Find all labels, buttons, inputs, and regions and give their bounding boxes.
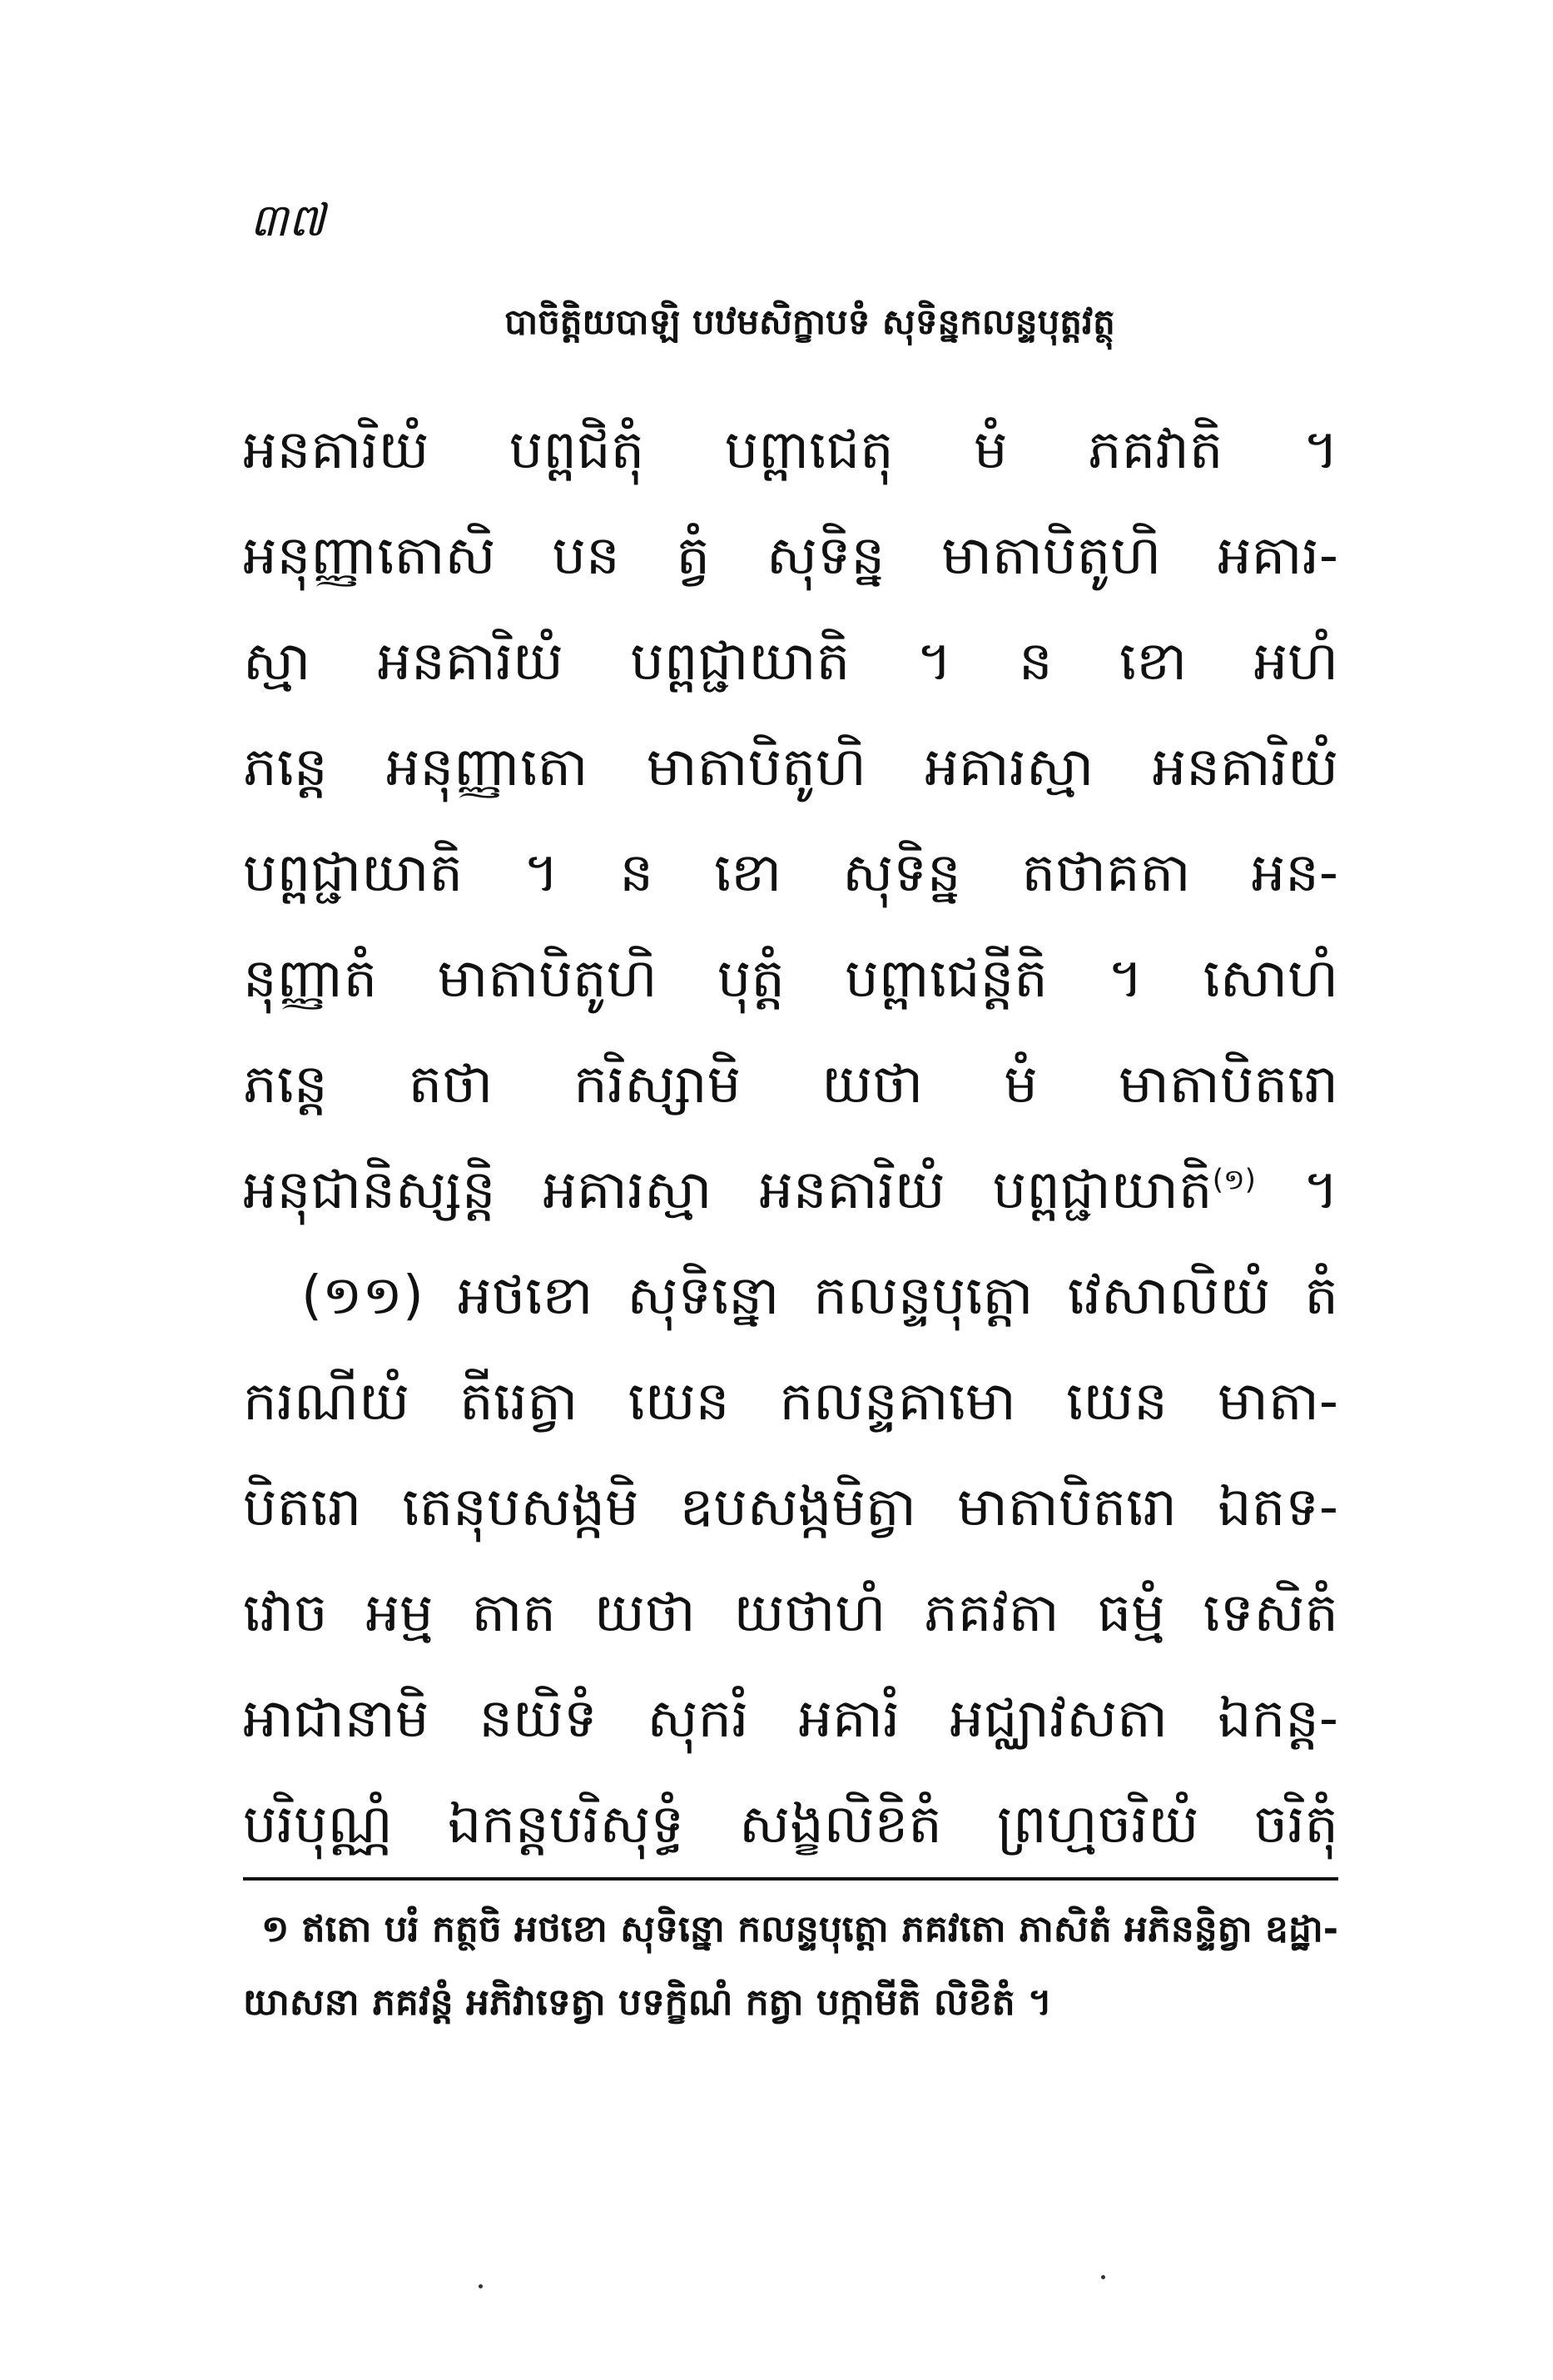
footnote-divider [243, 1877, 1338, 1881]
text-line-with-footnote-ref [243, 1138, 1338, 1244]
footnote-reference: (១) [1212, 1163, 1256, 1197]
text-line-content: អនុជានិស្សន្តិ អគារស្មា អនគារិយំ បព្ពជ្ជាយាតិ [243, 1160, 1213, 1221]
text-line: បរិបុណ្ណំ ឯកន្តបរិសុទ្ធំ សង្ខលិខិតំ ព្រហ្មចរិយំ ចរិតុំ [243, 1794, 1338, 1856]
running-header: បាចិត្តិយបាឡិ បឋមសិក្ខាបទំ សុទិន្នកលន្ទបុត្តវត្ថុ [504, 301, 1115, 342]
footnote-line: យាសនា ភគវន្តំ អភិវាទេត្វា បទក្ខិណំ កត្វា បក្កាមីតិ លិខិតំ ។ [243, 1981, 1052, 2024]
text-line: បិតរោ តេនុបសង្កមិ ឧបសង្កមិត្វា មាតាបិតរោ ឯតទ- [243, 1477, 1338, 1538]
page-number: ៣៧ [250, 194, 325, 246]
text-line: ភន្តេ តថា ករិស្សាមិ យថា មំ មាតាបិតរោ [243, 1054, 1338, 1115]
line-end-mark: ។ [1302, 1160, 1338, 1221]
paragraph-start-line: (១១) អថខោ សុទិន្នោ កលន្ទបុត្តោ វេសាលិយំ តំ [301, 1265, 1338, 1327]
text-line: អនុញ្ញាតោសិ បន ត្វំ សុទិន្ន មាតាបិតូហិ អគារ- [243, 525, 1338, 587]
text-line: នុញ្ញាតំ មាតាបិតូហិ បុត្តំ បព្ពាជេន្តីតិ ។ សោហំ [243, 948, 1338, 1010]
main-text [243, 398, 1338, 1878]
scan-speck [1101, 2275, 1105, 2279]
text-line: អនគារិយំ បព្ពជិតុំ បព្ពាជេតុ មំ ភគវាតិ ។ [243, 420, 1338, 481]
text-line: បព្ពជ្ជាយាតិ ។ ន ខោ សុទិន្ន តថាគតា អន- [243, 842, 1338, 904]
scan-speck [479, 2284, 483, 2288]
text-line: ករណីយំ តីរេត្វា យេន កលន្ទគាមោ យេន មាតា- [243, 1371, 1338, 1433]
text-line: ស្មា អនគារិយំ បព្ពជ្ជាយាតិ ។ ន ខោ អហំ [243, 631, 1338, 693]
text-line: ភន្តេ អនុញ្ញាតោ មាតាបិតូហិ អគារស្មា អនគារិយំ [243, 737, 1338, 798]
footnotes [243, 1893, 1338, 2040]
text-line: អាជានាមិ នយិទំ សុករំ អគារំ អជ្ឈាវសតា ឯកន្ត- [243, 1688, 1338, 1750]
footnote-line: ១ ឥតោ បរំ កត្ថចិ អថខោ សុទិន្នោ កលន្ទបុត្តោ ភគវតោ ភាសិតំ អភិនន្ទិត្វា ឧដ្ឋា- [261, 1908, 1338, 1950]
text-line: វោច អម្ម តាត យថា យថាហំ ភគវតា ធម្មំ ទេសិតំ [243, 1583, 1338, 1644]
